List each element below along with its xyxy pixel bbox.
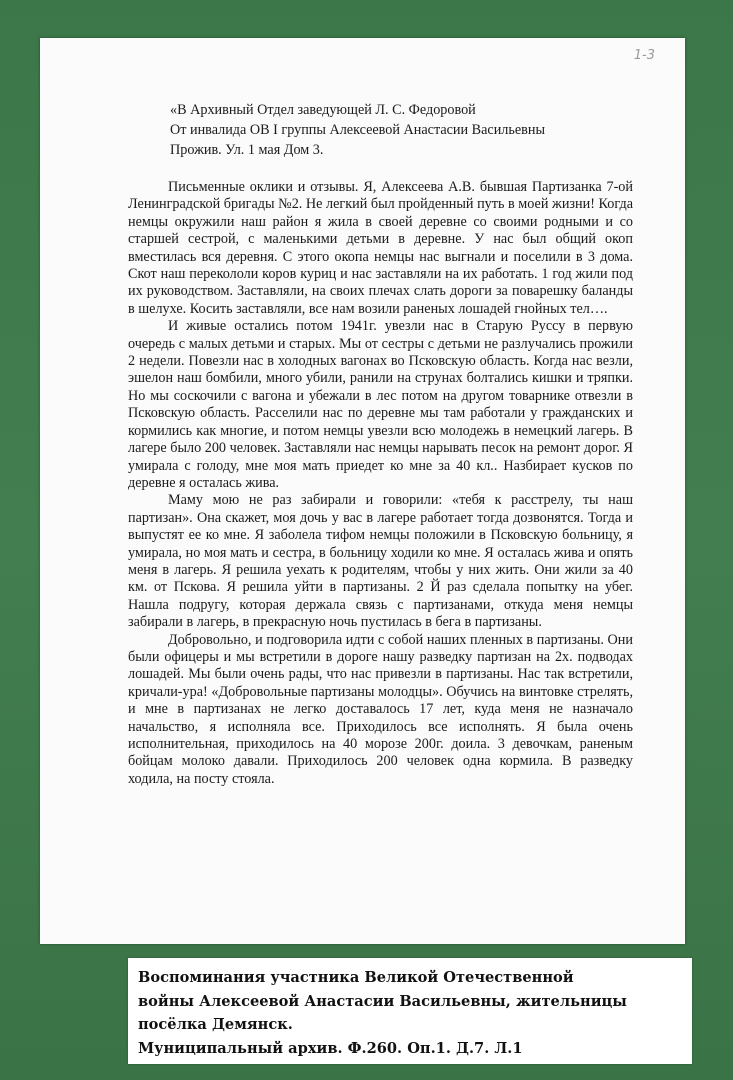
body-paragraph: И живые остались потом 1941г. увезли нас в Старую Руссу в первую очередь с малых детьми и старых. Мы от сестры с детьми не разлучались прожили 2 недели. Повезли нас в холодных вагонах во Псковскую область. Когда нас везли, эшелон наш бомбили, много убили, ранили на струнах болтались кишки и тряпки. Но мы соскочили с вагона и убежали в лес потом на другом товарнике отвезли в Псковскую область. Расселили нас по деревне мы там работали у гражданских и кормились как многие, и потом немцы увезли всю молодежь в немецкий лагерь. В лагере было 200 человек. Заставляли нас немцы нарывать песок на ремонт дорог. Я умирала с голоду, мне моя мать приедет ко мне за 40 кл.. Назбирает кусков по деревне я осталась жива. <box>128 318 633 491</box>
page-number: 1-3 <box>633 48 655 63</box>
body-paragraph: Маму мою не раз забирали и говорили: «тебя к расстрелу, ты наш партизан». Она скажет, моя дочь у вас в лагере работает тогда дозвонятся. Тогда и выпустят ее ко мне. Я заболела тифом немцы положили в Псковскую больницу, я умирала, но моя мать и сестра, в больницу ходили ко мне. Я осталась жива и опять меня в лагерь. Я решила уехать к родителям, чтобы у них жить. Они жили за 40 км. от Пскова. Я решила уйти в партизаны. 2 Й раз сделала попытку на убег. Нашла подругу, которая держала связь с партизанами, откуда меня немцы забирали в лагерь, в прекрасную ночь пустилась в бега в партизаны. <box>128 492 633 631</box>
caption-line: Воспоминания участника Великой Отечественной <box>138 969 574 986</box>
document-sheet <box>40 38 685 944</box>
caption-line: Муниципальный архив. Ф.260. Оп.1. Д.7. Л.1 <box>138 1039 523 1057</box>
address-line: Прожив. Ул. 1 мая Дом 3. <box>170 142 324 158</box>
address-block <box>128 100 633 160</box>
caption-label <box>128 958 692 1064</box>
address-line: «В Архивный Отдел заведующей Л. С. Федоровой <box>170 102 476 118</box>
body-paragraph: Письменные оклики и отзывы. Я, Алексеева А.В. бывшая Партизанка 7-ой Ленинградской бригады №2. Не легкий был пройденный путь в моей жизни! Когда немцы окружили наш район я жила в своей деревне со своими родными и со старшей сестрой, с маленькими детьми в деревне. У нас был общий окоп вместилась вся деревня. С этого окопа немцы нас выгнали и поселили в 3 дома. Скот наш перекололи коров куриц и нас заставляли на их работать. 1 год жили под их руководством. Заставляли, на своих плечах слать дороги за поварешку баланды в шелухе. Косить заставляли, все нам возили раненых лошадей гнойных тел…. <box>128 179 633 317</box>
caption-line: посёлка Демянск. <box>138 1016 293 1033</box>
caption-line: войны Алексеевой Анастасии Васильевны, жительницы <box>138 992 627 1010</box>
body-paragraph: Добровольно, и подговорила идти с собой наших пленных в партизаны. Они были офицеры и мы встретили в дороге нашу разведку партизан на 2х. подводах лошадей. Мы были очень рады, что нас привезли в партизаны. Нас так встретили, кричали-ура! «Добровольные партизаны молодцы». Обучись на винтовке стрелять, и мне в партизанах не легко доставалось 17 лет, куда меня не назначало начальство, я исполняла все. Приходилось все исполнять. Я была очень исполнительная, приходилось на 40 морозе 200г. доила. 3 девочкам, раненым бойцам молоко давали. Приходилось 200 человек одна кормила. В разведку ходила, на посту стояла. <box>128 631 633 787</box>
address-line: От инвалида ОВ I группы Алексеевой Анастасии Васильевны <box>170 122 545 138</box>
